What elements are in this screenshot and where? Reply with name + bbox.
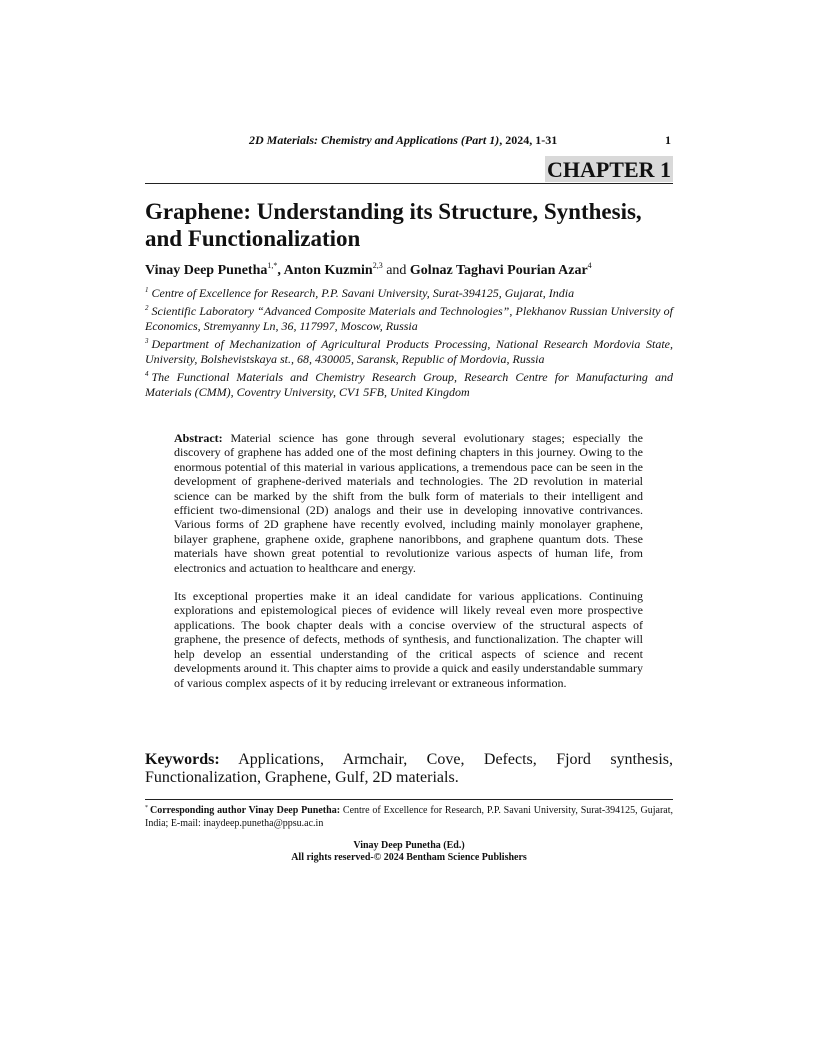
footnote-label: Corresponding author Vinay Deep Punetha:	[150, 805, 341, 816]
author-separator: ,	[277, 263, 284, 278]
footnote	[145, 804, 673, 830]
affiliation-number: 2	[145, 304, 149, 312]
footer-rights: All rights reserved-© 2024 Bentham Science Publishers	[291, 852, 527, 863]
author-affiliation-mark: 4	[587, 261, 592, 270]
affiliation-text: Scientific Laboratory “Advanced Composite Materials and Technologies”, Plekhanov Russian University of Economics, Stremyanny Ln, 36, 117997, Moscow, Russia	[145, 304, 673, 333]
page-footer	[145, 840, 673, 864]
footnote-text: Centre of Excellence for Research, P.P. Savani University, Surat-394125, Gujarat, India; E-mail: inaydeep.punetha@ppsu.ac.in	[145, 805, 674, 829]
chapter-label: CHAPTER 1	[546, 157, 671, 182]
author-name: Anton Kuzmin	[283, 263, 373, 278]
abstract-text: Material science has gone through several evolutionary stages; especially the discovery of graphene has added one of the most defining chapters in this journey. Owing to the enormous potential of this material in various applications, a tremendous pace can be seen in the development of graphene-derived materials and technologies. The 2D revolution in material science can be marked by the shift from the bulk form of materials to their intelligent and efficient two-dimensional (2D) analogs and their use in developing innovative contrivances. Various forms of 2D graphene have recently evolved, including mainly monolayer graphene, bilayer graphene, graphene oxide, graphene nanoribbons, and graphene quantum dots. These materials have shown great potential to revolutionize various aspects of human life, from electronics and actuation to healthcare and energy.	[174, 431, 643, 575]
affiliation-number: 3	[145, 337, 149, 345]
affiliation-text: The Functional Materials and Chemistry Research Group, Research Centre for Manufacturing and Materials (CMM), Coventry University, CV1 5FB, United Kingdom	[145, 370, 673, 399]
keywords	[145, 751, 673, 787]
header-rule	[145, 183, 673, 184]
affiliation-text: Centre of Excellence for Research, P.P. Savani University, Surat-394125, Gujarat, India	[151, 286, 575, 300]
abstract-text: Its exceptional properties make it an ideal candidate for various applications. Continuing explorations and epistemological pieces of evidence will likely reveal even more prospective applications. The book chapter deals with a concise overview of the structural aspects of graphene, the presence of defects, methods of synthesis, and functionalization. The chapter will help develop an essential understanding of the critical aspects of science and recent developments around it. This chapter aims to provide a quick and easily understandable summary of various complex aspects of it by reducing irrelevant or extraneous information.	[174, 589, 643, 690]
author-affiliation-mark: 1,*	[267, 261, 278, 270]
chapter-title: Graphene: Understanding its Structure, Synthesis, and Functionalization	[145, 199, 642, 251]
author-name: Golnaz Taghavi Pourian Azar	[409, 263, 588, 278]
footnote-mark: *	[145, 805, 148, 811]
running-header-title	[249, 133, 557, 148]
author-list	[145, 262, 673, 280]
footer-editor: Vinay Deep Punetha (Ed.)	[353, 840, 465, 851]
keywords-label: Keywords:	[145, 751, 220, 768]
author-separator: and	[382, 263, 410, 278]
year-pages: , 2024, 1-31	[499, 133, 558, 147]
affiliation	[145, 337, 673, 367]
affiliation	[145, 370, 673, 400]
affiliation-number: 1	[145, 286, 149, 294]
abstract	[174, 431, 643, 704]
abstract-paragraph	[174, 431, 643, 575]
affiliation-number: 4	[145, 370, 149, 378]
abstract-paragraph	[174, 589, 643, 690]
affiliation	[145, 304, 673, 334]
keywords-text: Applications, Armchair, Cove, Defects, Fjord synthesis, Functionalization, Graphene, Gulf, 2D materials.	[145, 751, 673, 786]
abstract-label: Abstract:	[174, 431, 223, 445]
author-affiliation-mark: 2,3	[372, 261, 383, 270]
book-title: 2D Materials: Chemistry and Applications (Part 1)	[249, 133, 500, 147]
page-number: 1	[665, 133, 671, 147]
footnote-rule	[145, 799, 673, 800]
affiliation	[145, 286, 673, 301]
author-name: Vinay Deep Punetha	[145, 263, 268, 278]
affiliation-text: Department of Mechanization of Agricultural Products Processing, National Research Mordovia State, University, Bolshevistskaya st., 68, 430005, Saransk, Republic of Mordovia, Russia	[145, 337, 673, 366]
affiliations	[145, 286, 673, 403]
